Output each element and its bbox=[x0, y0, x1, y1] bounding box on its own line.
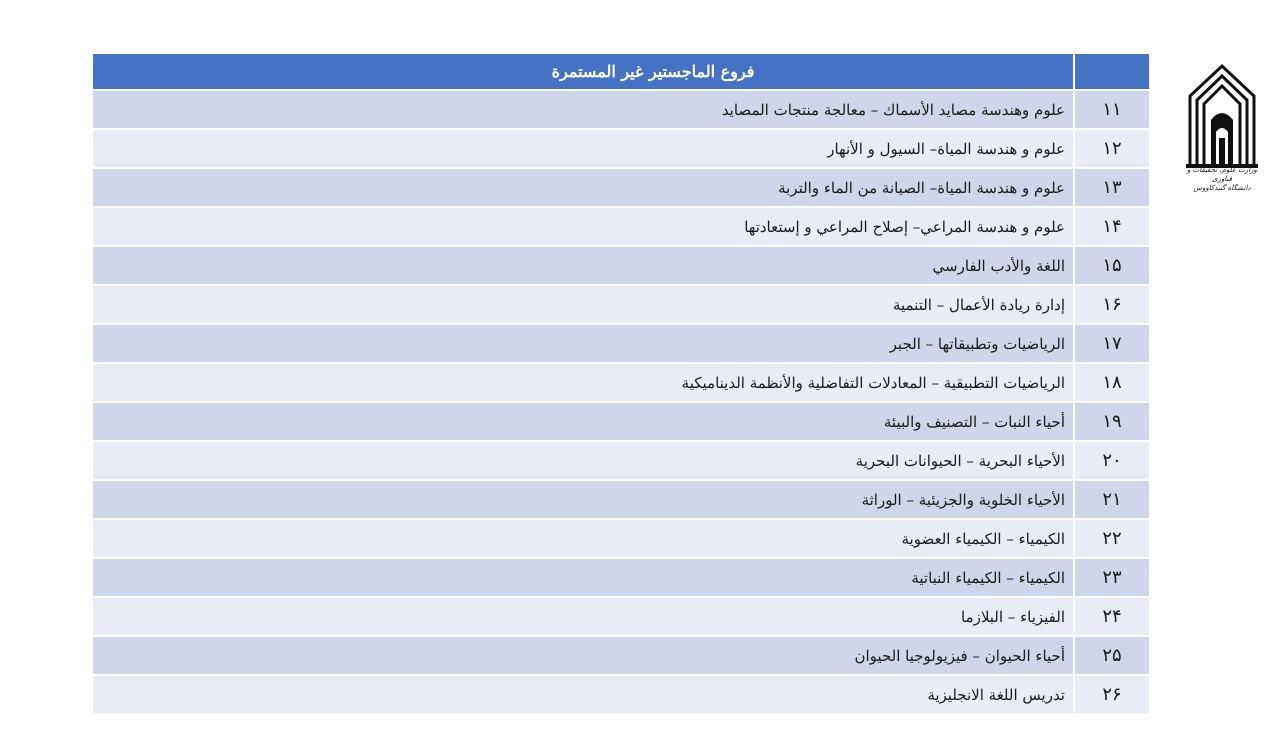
table-row bbox=[93, 169, 1149, 208]
row-number: ۱۹ bbox=[1073, 403, 1149, 440]
row-number: ۲۵ bbox=[1073, 637, 1149, 674]
row-number: ۱۴ bbox=[1073, 208, 1149, 245]
row-number: ۱۷ bbox=[1073, 325, 1149, 362]
header-number-cell bbox=[1073, 54, 1149, 89]
row-number: ۱۱ bbox=[1073, 91, 1149, 128]
logo-caption-university: دانشگاه گنبدکاووس bbox=[1193, 184, 1251, 192]
row-title: علوم و هندسة المياة– الصيانة من الماء والتربة bbox=[778, 178, 1065, 197]
row-title: الرياضيات وتطبيقاتها – الجبر bbox=[889, 334, 1065, 353]
row-title: علوم و هندسة المراعي– إصلاح المراعي و إستعادتها bbox=[744, 217, 1065, 236]
table-row bbox=[93, 520, 1149, 559]
header-title: فروع الماجستير غير المستمرة bbox=[551, 62, 755, 81]
table-row bbox=[93, 91, 1149, 130]
table-row bbox=[93, 481, 1149, 520]
table-row bbox=[93, 403, 1149, 442]
table-row bbox=[93, 130, 1149, 169]
table-row bbox=[93, 286, 1149, 325]
row-title: الكيمياء – الكيمياء النباتية bbox=[911, 568, 1065, 587]
programs-table bbox=[93, 54, 1149, 715]
row-number: ۲۲ bbox=[1073, 520, 1149, 557]
row-title: اللغة والأدب الفارسي bbox=[932, 256, 1065, 275]
table-row bbox=[93, 598, 1149, 637]
row-title: الكيمياء – الكيمياء العضوية bbox=[901, 529, 1065, 548]
row-number: ۱۸ bbox=[1073, 364, 1149, 401]
row-title: الأحياء البحرية – الحيوانات البحرية bbox=[855, 451, 1065, 470]
table-row bbox=[93, 325, 1149, 364]
row-number: ۲۳ bbox=[1073, 559, 1149, 596]
row-number: ۲۱ bbox=[1073, 481, 1149, 518]
table-body bbox=[93, 91, 1149, 715]
row-title: تدريس اللغة الانجليزية bbox=[927, 685, 1065, 704]
logo-caption bbox=[1182, 166, 1262, 193]
row-title: الأحياء الخلوية والجزيئية – الوراثة bbox=[861, 490, 1065, 509]
row-title: أحياء النبات – التصنيف والبيئة bbox=[883, 412, 1065, 431]
row-title: إدارة ريادة الأعمال – التنمية bbox=[892, 295, 1065, 314]
table-row bbox=[93, 637, 1149, 676]
row-title: علوم و هندسة المياة– السيول و الأنهار bbox=[827, 139, 1065, 158]
row-number: ۱۲ bbox=[1073, 130, 1149, 167]
row-number: ۲۰ bbox=[1073, 442, 1149, 479]
row-title: علوم وهندسة مصايد الأسماك – معالجة منتجات المصايد bbox=[721, 100, 1065, 119]
table-row bbox=[93, 247, 1149, 286]
row-title: أحياء الحيوان – فيزيولوجيا الحيوان bbox=[854, 646, 1065, 665]
row-number: ۲۶ bbox=[1073, 676, 1149, 713]
table-row bbox=[93, 364, 1149, 403]
row-number: ۱۶ bbox=[1073, 286, 1149, 323]
logo-caption-ministry: وزارت علوم، تحقیقات و فناوری bbox=[1187, 166, 1257, 183]
table-row bbox=[93, 442, 1149, 481]
row-title: الرياضيات التطبيقية – المعادلات التفاضلية والأنظمة الديناميكية bbox=[681, 373, 1065, 392]
row-number: ۱۳ bbox=[1073, 169, 1149, 206]
row-number: ۲۴ bbox=[1073, 598, 1149, 635]
table-row bbox=[93, 676, 1149, 715]
table-row bbox=[93, 208, 1149, 247]
row-title: الفيزياء – البلازما bbox=[960, 607, 1065, 626]
table-header-row bbox=[93, 54, 1149, 91]
row-number: ۱۵ bbox=[1073, 247, 1149, 284]
table-row bbox=[93, 559, 1149, 598]
